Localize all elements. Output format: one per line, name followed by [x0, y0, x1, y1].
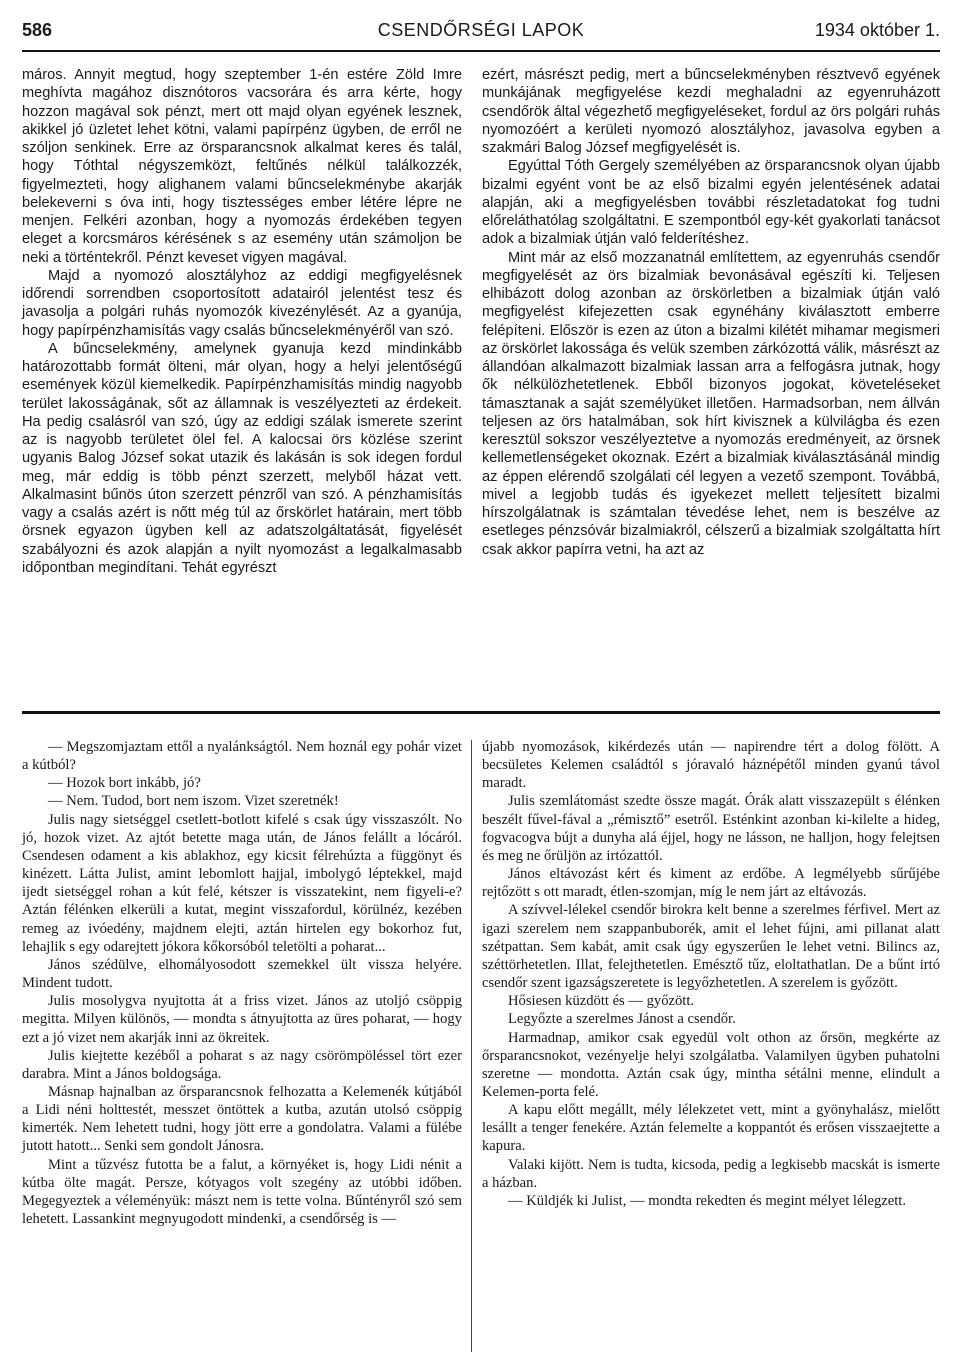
paragraph: ezért, másrészt pedig, mert a bűncselekményben résztvevő egyének munkájának megfigyelése kezdi meghaladni az egyenruházott csendőrök által végezhető megfigyeléseket, fordul az örs polgári ruhás nyomozóért a kerületi nyomozó alosztályhoz, javasolva egyben a szakmári Balog József megfigyelését is. — [482, 67, 940, 156]
paragraph: A kapu előtt megállt, mély lélekzetet vett, mint a gyönyhalász, mielőtt lesállt a tenger fenekére. Aztán felemelte a koppantót és erősen visszaejtette a kapura. — [482, 1102, 940, 1155]
article-column-right — [482, 66, 940, 559]
paragraph: Másnap hajnalban az őrsparancsnok felhozatta a Kelemenék kútjából a Lidi néni holttestét, messzet öntöttek a kutba, azután utolsó csöppig kimerték. Nem lehetett tudni, hogy jött erre a gondolatra. Valami a fülébe jutott hatott... Senki sem gondolt Jánosra. — [22, 1083, 462, 1155]
paragraph: máros. Annyit megtud, hogy szeptember 1-én estére Zöld Imre meghívta magához disznótoros vacsorára és arra kérte, hogy hozzon magával sok pénzt, mert ott majd olyan egyének lesznek, akikkel jó üzletet lehet kötni, valami papírpénz ügyben, de erről ne szóljon senkinek. Erre az örsparancsnok alkalmat keres és talál, hogy Tóthtal négyszemközt, feltűnés nélkül találkozzék, figyelmezteti, hogy alighanem valami bűncselekménybe akarják belekeverni s óva inti, hogy tisztességes ember létére lépre ne menjen. Felkéri azonban, hogy a nyomozás érdekében tegyen eleget a korcsmáros kérésének s az esemény után számoljon be neki a történtekről. Pénzt keveset vigyen magával. — [22, 67, 462, 266]
paragraph: Hősiesen küzdött és — győzött. — [508, 993, 695, 1010]
page-number: 586 — [22, 20, 53, 40]
paragraph: Harmadnap, amikor csak egyedül volt othon az őrsön, megkérte az őrsparancsnokot, vezényelje helyi szolgálatba. Valamilyen ügyben puhatolni szeretne — mondotta. Aztán csak úgy, mintha sétálni menne, elindult a Kelemen-porta felé. — [482, 1029, 940, 1100]
paragraph: János szédülve, elhomályosodott szemekkel ült vissza helyére. Mindent tudott. — [22, 956, 462, 992]
paragraph: János eltávozást kért és kiment az erdőbe. A legmélyebb sűrűjébe rejtőzött s ott maradt, étlen-szomjan, míg le nem járt az eltávozás. — [482, 866, 940, 901]
paragraph: Mint a tűzvész futotta be a falut, a környéket is, hogy Lidi nénit a kútba ölte magát. Persze, kótyagos volt szegény az utóbbi időben. Megegyeztek a véleményük: mászt nem is tette volna. Bűntényről szó sem lehetett. Lassankint megnyugodott mindenki, a csendőrség is — — [22, 1156, 462, 1228]
paragraph: Egyúttal Tóth Gergely személyében az örsparancsnok olyan újabb bizalmi egyént vont be az első bizalmi egyén jelentésének adatai alapján, aki a megfigyelésben további részletadatokat fog tudni előreláthatólag szolgáltatni. E szempontból egy-két gyakorlati tanácsot adok a bizalmiak útján való felderítéshez. — [482, 158, 940, 248]
header-rule — [22, 50, 940, 52]
paragraph: — Megszomjaztam ettől a nyalánkságtól. Nem hoznál egy pohár vizet a kútból? — [22, 739, 462, 774]
paragraph: — Hozok bort inkább, jó? — [48, 775, 201, 792]
section-divider — [22, 711, 940, 714]
page-header — [22, 18, 940, 46]
paragraph: Majd a nyomozó alosztályhoz az eddigi megfigyelésnek időrendi sorrendben csoportosított adatairól jelentést tesz és javasolja a polgári ruhás nyomozók kivezénylését. Az a gyanúja, hogy papírpénzhamisítás vagy csalás bűncselekményéről van szó. — [22, 267, 462, 339]
story-column-left — [22, 738, 462, 1228]
paragraph: Julis mosolygva nyujtotta át a friss vizet. János az utoljó csöppig megitta. Milyen különös, — mondta s átnyujtotta az üres poharat, — hogy ezt a jó vizet nem akarják inni az ökreitek. — [22, 993, 462, 1046]
column-rule — [471, 740, 472, 1352]
paragraph: A szívvel-lélekel csendőr birokra kelt benne a szerelmes férfivel. Mert az igazi szerelem nem szappanbuborék, amit el lehet fújni, ami pillanat alatt szétpattan. Sem kabát, amit csak úgy egyszerűen le lehet vetni. Bilincs az, széttörhetetlen. Illat, felejthetetlen. Emésztő tűz, eloltathatlan. De a bűnt irtó csendőr szent igazságszeretete is legyőzhetetlen. A szerelem is győzött. — [482, 902, 940, 992]
story-column-right — [482, 738, 940, 1210]
paragraph: Legyőzte a szerelmes Jánost a csendőr. — [508, 1011, 736, 1028]
paragraph: Julis kiejtette kezéből a poharat s az nagy csörömpöléssel tört ezer darabra. Mint a János boldogsága. — [22, 1047, 462, 1082]
paragraph: A bűncselekmény, amelynek gyanuja kezd mindinkább határozottabb formát ölteni, már olyan, hogy a helyi jelentőségű események közül kiemelkedik. Papírpénzhamisítás mindig nagyobb terület lakosságának, sőt az államnak is veszélyezteti az érdekeit. Ha pedig csalásról van szó, úgy az eddigi szálak ismerete szerint az is nagyobb területet ölel fel. A kalocsai örs közlése szerint ugyanis Balog József sokat utazik és lakásán is sok idegen fordul meg, már eddig is több pénzt szerzett, melyből házat vett. Alkalmasint bűnös úton szerzett pénzről van szó. A pénzhamisítás vagy a csalás azért is nőtt még túl az őrskörlet határain, mert több örsnek egyazon ügyben kell az adatszolgáltatását, figyelését szabályozni és azok alapján a nyilt nyomozást a legalkalmasabb időpontban megindítani. Tehát egyrészt — [22, 340, 462, 576]
issue-date: 1934 október 1. — [814, 20, 940, 40]
paragraph: Julis szemlátomást szedte össze magát. Órák alatt visszazepült s élénken beszélt fűvel-fával a „rémisztő” esetről. Esténkint azonban ki-kilelte a hideg, fogvacogva bújt a dunyha alá éjjel, hogy ne lásson, ne halljon, hogy felejtsen és meg ne őrüljön az irtózattól. — [482, 793, 940, 864]
paragraph: — Nem. Tudod, bort nem iszom. Vizet szeretnék! — [48, 793, 339, 810]
paragraph: Mint már az első mozzanatnál említettem, az egyenruhás csendőr megfigyelését az örs bizalmiak bevonásával egészíti ki. Teljesen elhibázott dolog azonban az örskörletben a bizalmiak útján való megfigyelést kifejezetten csak egynéhány kiválasztott emberre felépíteni. Először is ezen az úton a bizalmi kilétét mihamar megismeri az örskörlet lakossága és velük szemben zárkózottá válik, másrészt az állandóan alkalmazott bizalmiak lassan arra a felfogásra jutnak, hogy ők nélkülözhetetlenek. Ebből bizonyos jogokat, követeléseket támasztanak a saját személyüket illetően. Harmadsorban, nem állván teljesen az örs hatalmában, sok hírt kivisznek a külvilágba és ezen keresztül sokszor veszélyeztetve a nyomozás eredményeit, az örsnek kellemetlenségeket okoznak. Ezért a bizalmiak kiválasztásánál mindig az éppen elérendő szolgálati cél legyen a vezető szempont. Továbbá, mivel a legjobb tudás és igyekezet mellett teljesített bizalmi hírszolgálatnak is számtalan tévedése lehet, nem is beszélve az esetleges pénzsóvár bizalmiakról, célszerű a bizalmiak szolgáltatta hírt csak akkor papírra vetni, ha azt az — [482, 249, 940, 558]
journal-title: CSENDŐRSÉGI LAPOK — [377, 20, 585, 40]
paragraph: Valaki kijött. Nem is tudta, kicsoda, pedig a legkisebb macskát is ismerte a házban. — [482, 1156, 940, 1191]
paragraph: Julis nagy sietséggel csetlett-botlott kifelé s csak úgy visszaszólt. No jó, hozok vizet. Az ajtót betette maga után, de János felállt a lócáról. Csendesen odament a kis ablakhoz, egy kicsit félrehúzta a függönyt és kinézett. Látta Julist, amint lebomlott hajjal, imbolygó léptekkel, majd ijedt sietséggel rohan a kút felé, kétszer is visszatekint, nem figyeli-e? Aztán félénken elkerüli a kutat, megint visszafordul, körülnéz, kezében remeg az ivóedény, majdnem elejti, aztán hirtelen egy bokorhoz fut, lehajlik s egy odarejtett jókora kőkorsóból teletölti a poharat... — [22, 811, 462, 955]
paragraph: — Küldjék ki Julist, — mondta rekedten és megint mélyet lélegzett. — [508, 1192, 906, 1209]
paragraph: újabb nyomozások, kikérdezés után — napirendre tért a dolog fölött. A becsületes Kelemen családtól s jóravaló háznépétől minden gyanú távol maradt. — [482, 739, 940, 792]
article-column-left — [22, 66, 462, 577]
